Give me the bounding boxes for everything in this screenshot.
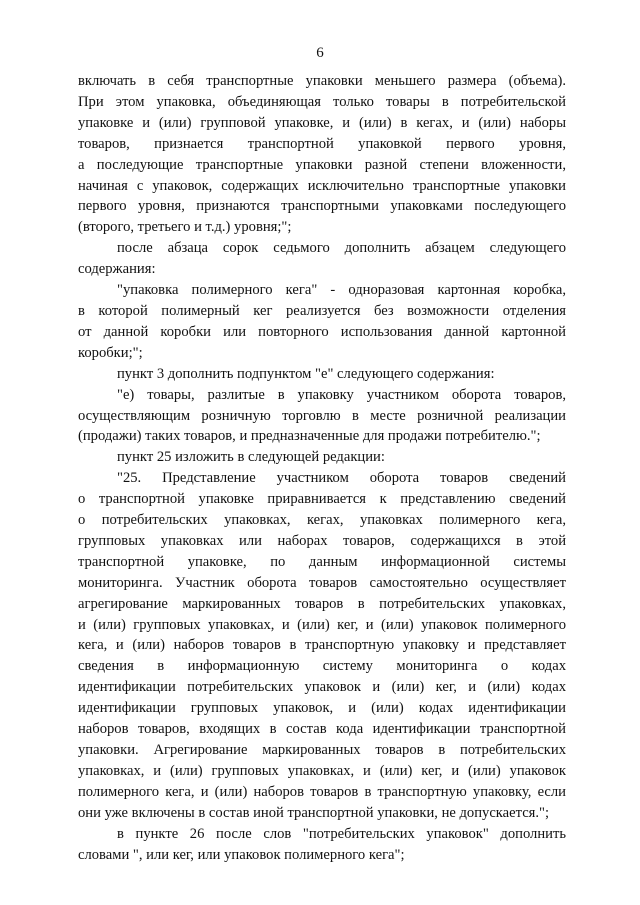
text-line: упаковке и (или) групповой упаковке, и (или) в кегах, и (или) наборы bbox=[78, 114, 566, 131]
document-body bbox=[78, 71, 566, 865]
text-line: групповых упаковках или наборах товаров, содержащихся в этой bbox=[78, 532, 566, 549]
paragraph bbox=[78, 280, 566, 364]
text-line: упаковках, и (или) групповых упаковках, и (или) кег, и (или) упаковок bbox=[78, 762, 566, 779]
paragraph bbox=[78, 238, 566, 280]
text-line: и (или) групповых упаковках, и (или) кег, и (или) упаковок полимерного bbox=[78, 616, 566, 633]
text-line: При этом упаковка, объединяющая только товары в потребительской bbox=[78, 93, 566, 110]
text-line: "25. Представление участником оборота товаров сведений bbox=[117, 470, 566, 487]
paragraph bbox=[78, 824, 566, 866]
text-line: после абзаца сорок седьмого дополнить абзацем следующего bbox=[117, 240, 566, 257]
text-line: "упаковка полимерного кега" - одноразовая картонная коробка, bbox=[117, 282, 566, 299]
paragraph bbox=[78, 364, 566, 385]
text-line: идентификации потребительских упаковок и (или) кег, и (или) кодах bbox=[78, 679, 566, 696]
text-line: а последующие транспортные упаковки разной степени вложенности, bbox=[78, 156, 566, 173]
text-line: начиная с упаковок, содержащих исключительно транспортные упаковки bbox=[78, 177, 566, 194]
text-line: осуществляющим розничную торговлю в месте розничной реализации bbox=[78, 407, 566, 424]
text-line: содержания: bbox=[78, 261, 156, 278]
paragraph bbox=[78, 385, 566, 448]
text-line: пункт 3 дополнить подпунктом "е" следующего содержания: bbox=[117, 365, 495, 382]
paragraph bbox=[78, 468, 566, 823]
paragraph bbox=[78, 447, 566, 468]
text-line: от данной коробки или повторного использования данной картонной bbox=[78, 323, 566, 340]
text-line: о транспортной упаковке приравнивается к представлению сведений bbox=[78, 491, 566, 508]
text-line: полимерного кега, и (или) наборов товаров в транспортную упаковку, если bbox=[78, 783, 566, 800]
text-line: агрегирование маркированных товаров в потребительских упаковках, bbox=[78, 595, 566, 612]
text-line: упаковки. Агрегирование маркированных товаров в потребительских bbox=[78, 742, 566, 758]
text-line: идентификации групповых упаковок, и (или) кодах идентификации bbox=[78, 700, 566, 717]
text-line: словами ", или кег, или упаковок полимерного кега"; bbox=[78, 846, 405, 863]
text-line: они уже включены в состав иной транспортной упаковки, не допускается."; bbox=[78, 804, 550, 821]
text-line: в которой полимерный кег реализуется без возможности отделения bbox=[78, 302, 566, 319]
text-line: включать в себя транспортные упаковки меньшего размера (объема). bbox=[78, 73, 566, 89]
text-line: сведения в информационную систему мониторинга о кодах bbox=[78, 658, 566, 675]
paragraph bbox=[78, 71, 566, 238]
text-line: пункт 25 изложить в следующей редакции: bbox=[117, 449, 385, 466]
text-line: "е) товары, разлитые в упаковку участником оборота товаров, bbox=[117, 386, 566, 403]
text-line: кега, и (или) наборов товаров в транспортную упаковку и представляет bbox=[78, 637, 566, 654]
text-line: наборов товаров, входящих в состав кода идентификации транспортной bbox=[78, 721, 566, 738]
text-line: в пункте 26 после слов "потребительских упаковок" дополнить bbox=[117, 825, 566, 842]
text-line: мониторинга. Участник оборота товаров самостоятельно осуществляет bbox=[78, 574, 566, 591]
text-line: коробки;"; bbox=[78, 344, 143, 361]
text-line: транспортной упаковке, по данным информационной системы bbox=[78, 553, 566, 570]
text-line: (продажи) таких товаров, и предназначенные для продажи потребителю."; bbox=[78, 428, 541, 445]
text-line: товаров, признается транспортной упаковкой первого уровня, bbox=[78, 135, 566, 152]
page-number: 6 bbox=[316, 45, 324, 61]
text-line: первого уровня, признаются транспортными упаковками последующего bbox=[78, 198, 566, 215]
text-line: (второго, третьего и т.д.) уровня;"; bbox=[78, 219, 292, 236]
text-line: о потребительских упаковках, кегах, упаковках полимерного кега, bbox=[78, 512, 566, 529]
